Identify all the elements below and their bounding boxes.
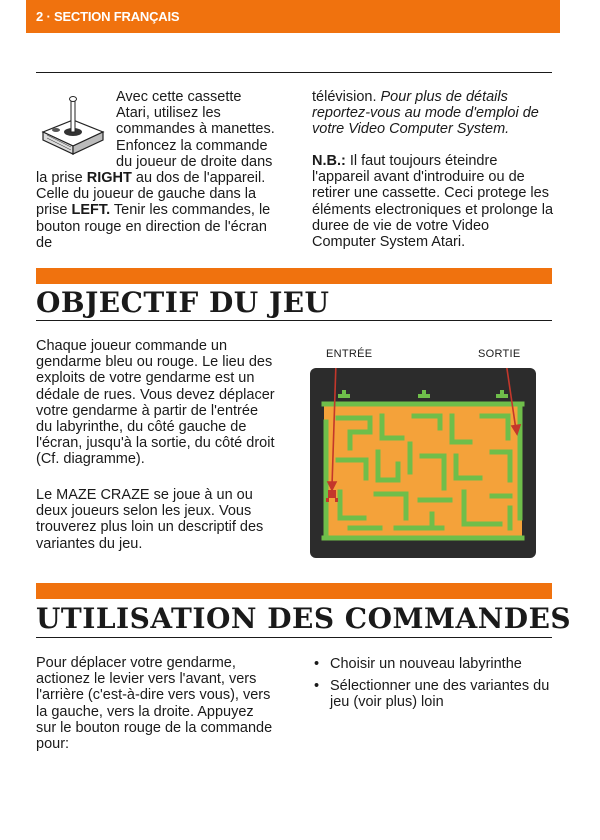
utilisation-paragraph: Pour déplacer votre gendarme, actionez le levier vers l'avant, vers l'arrière (c'est-à-dire vers vous), vers la gauche, vers la droite. Appuyez sur le bouton rouge de la commande pour: [36, 655, 273, 753]
section-label: 2 · SECTION FRANÇAIS [36, 9, 180, 24]
objectif-paragraph-2: Le MAZE CRAZE se joue à un ou deux joueurs selon les jeux. Vous trouverez plus loin un descriptif des variantes du jeu. [36, 487, 264, 552]
section-title-objectif: OBJECTIF DU JEU [36, 286, 330, 319]
nb-label: N.B.: [312, 153, 346, 169]
intro-paragraph-left: Avec cette cassette Atari, utilisez les commandes à manettes. Enfoncez la commande du joueur de droite dans la prise RIGHT au dos de l'appareil. Celle du joueur de gauche dans la prise LEFT. Tenir les commandes, le bouton rouge en direction de l'écran de [36, 89, 275, 251]
list-item: • Sélectionner une des variantes du jeu (voir plus) loin [314, 678, 550, 711]
section-band [36, 268, 552, 284]
left-port-label: LEFT. [71, 202, 111, 219]
intro-paragraph-right: télévision. Pour plus de détails reportez-vous au mode d'emploi de votre Video Computer System. [312, 89, 539, 138]
section-band [36, 583, 552, 599]
right-port-label: RIGHT [86, 170, 132, 187]
divider [36, 320, 552, 321]
maze-diagram [310, 368, 536, 558]
divider [36, 72, 552, 73]
entry-label: ENTRÉE [326, 348, 373, 360]
list-item: • Choisir un nouveau labyrinthe [314, 656, 522, 672]
section-header-bar [26, 0, 560, 33]
section-title-utilisation: UTILISATION DES COMMANDES [36, 602, 572, 635]
exit-label: SORTIE [478, 348, 521, 360]
objectif-paragraph-1: Chaque joueur commande un gendarme bleu ou rouge. Le lieu des exploits de votre gendarme est un dédale de rues. Vous devez déplacer votre gendarme à partir de l'entrée du labyrinthe, du côté gauche de l'écran, jusqu'à la sortie, du côté droit (Cf. diagramme). [36, 338, 275, 468]
divider [36, 637, 552, 638]
action-list [314, 656, 554, 717]
nb-paragraph: N.B.: Il faut toujours éteindre l'appareil avant d'introduire ou de retirer une cassette. Ceci protege les éléments electroniques et prolonge la duree de vie de votre Video Computer System Atari. [312, 153, 554, 251]
